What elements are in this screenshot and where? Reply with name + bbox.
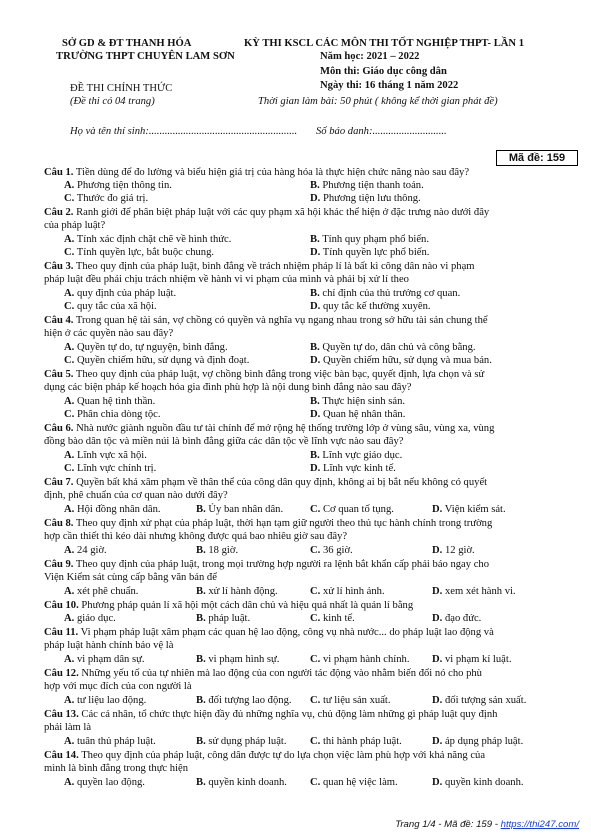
question-12: Câu 12. Những yếu tố của tự nhiên mà lao động của con người tác động vào nhằm biến đổi nó cho phù <box>44 668 482 679</box>
question-6: Câu 6. Nhà nước giành nguồn đầu tư tài chính để mở rộng hệ thống trường lớp ở vùng sâu, vùng xa, vùng <box>44 423 495 434</box>
question-9-cont: Viện Kiểm sát cùng cấp bằng văn bản để <box>44 572 217 583</box>
question-6-cont: đồng bào dân tộc và miền núi là bình đẳng giữa các dân tộc về lĩnh vực nào sau đây? <box>44 436 404 447</box>
q5-option-c: C. Phân chia dòng tộc. <box>64 409 161 420</box>
question-11: Câu 11. Vi phạm pháp luật xâm phạm các quan hệ lao động, công vụ nhà nước... do pháp luật lao động và <box>44 627 494 638</box>
question-7: Câu 7. Quyền bất khả xâm phạm về thân thể của công dân quy định, không ai bị bắt nếu không có quyết <box>44 477 488 488</box>
q3-option-c: C. quy tắc của xã hội. <box>64 301 157 312</box>
q2-option-d: D. Tính quyền lực phổ biến. <box>310 247 430 258</box>
question-8: Câu 8. Theo quy định xử phạt của pháp luật, thời hạn tạm giữ người theo thủ tục hành chính trong trường <box>44 518 493 529</box>
footer-text: Trang 1/4 - Mã đề: 159 - <box>395 819 501 830</box>
q2-option-b: B. Tính quy phạm phổ biến. <box>310 234 429 245</box>
q6-option-c: C. Lĩnh vực chính trị. <box>64 463 157 474</box>
question-5: Câu 5. Theo quy định của pháp luật, vợ chồng bình đẳng trong việc bàn bạc, quyết định, lựa chọn và sử <box>44 369 485 380</box>
question-13-cont: phải làm là <box>44 722 92 733</box>
q14-option-c: C. quan hệ việc làm. <box>310 777 398 788</box>
q13-option-a: A. tuân thủ pháp luật. <box>64 736 156 747</box>
student-id-field: Số báo danh:............................ <box>316 126 447 137</box>
question-4: Câu 4. Trong quan hệ tài sản, vợ chồng có quyền và nghĩa vụ ngang nhau trong sở hữu tài sản chung thể <box>44 315 488 326</box>
subject: Môn thi: Giáo dục công dân <box>320 66 447 77</box>
q1-option-a: A. Phương tiện thông tin. <box>64 180 172 191</box>
q1-option-b: B. Phương tiện thanh toán. <box>310 180 424 191</box>
question-9: Câu 9. Theo quy định của pháp luật, trong mọi trường hợp người ra lệnh bắt khẩn cấp phải báo ngay cho <box>44 559 490 570</box>
question-10: Câu 10. Phương pháp quản lí xã hội một cách dân chủ và hiệu quả nhất là quản lí bằng <box>44 600 414 611</box>
q13-option-c: C. thi hành pháp luật. <box>310 736 402 747</box>
q7-option-d: D. Viện kiểm sát. <box>432 504 506 515</box>
q8-option-d: D. 12 giờ. <box>432 545 475 556</box>
q10-option-a: A. giáo dục. <box>64 613 116 624</box>
page-footer <box>395 819 579 830</box>
q12-option-b: B. đối tượng lao động. <box>196 695 292 706</box>
school-year: Năm học: 2021 – 2022 <box>320 51 420 62</box>
q11-option-b: B. vi phạm hình sự. <box>196 654 280 665</box>
question-3: Câu 3. Theo quy định của pháp luật, bình đẳng về trách nhiệm pháp lí là bất kì công dân nào vi phạm <box>44 261 475 272</box>
question-2: Câu 2. Ranh giới để phân biệt pháp luật với các quy phạm xã hội khác thể hiện ở đặc trưng nào dưới đây <box>44 207 490 218</box>
q1-option-d: D. Phương tiện lưu thông. <box>310 193 421 204</box>
q13-option-d: D. áp dụng pháp luật. <box>432 736 524 747</box>
q12-option-c: C. tư liệu sản xuất. <box>310 695 391 706</box>
exam-code-box: Mã đề: 159 <box>496 150 578 166</box>
q9-option-b: B. xử lí hành động. <box>196 586 278 597</box>
q7-option-a: A. Hội đồng nhân dân. <box>64 504 161 515</box>
q14-option-a: A. quyền lao động. <box>64 777 145 788</box>
q3-option-b: B. chỉ định của thủ trưởng cơ quan. <box>310 288 461 299</box>
time-note: Thời gian làm bài: 50 phút ( không kể thời gian phát đề) <box>258 96 498 107</box>
q4-option-b: B. Quyền tự do, dân chủ và công bằng. <box>310 342 476 353</box>
q11-option-c: C. vi phạm hành chính. <box>310 654 410 665</box>
footer-link[interactable]: https://thi247.com/ <box>500 819 579 830</box>
q12-option-a: A. tư liệu lao động. <box>64 695 147 706</box>
q9-option-a: A. xét phê chuẩn. <box>64 586 139 597</box>
q12-option-d: D. đối tượng sản xuất. <box>432 695 527 706</box>
pages-note: (Đề thi có 04 trang) <box>70 96 155 107</box>
exam-title: KỲ THI KSCL CÁC MÔN THI TỐT NGHIỆP THPT- LẦN 1 <box>244 38 525 49</box>
question-12-cont: hợp với mục đích của con người là <box>44 681 192 692</box>
q14-option-d: D. quyền kinh doanh. <box>432 777 524 788</box>
q8-option-b: B. 18 giờ. <box>196 545 239 556</box>
q6-option-a: A. Lĩnh vực xã hội. <box>64 450 147 461</box>
q6-option-d: D. Lĩnh vực kinh tế. <box>310 463 396 474</box>
department-name: SỞ GD & ĐT THANH HÓA <box>62 38 192 49</box>
question-13: Câu 13. Các cá nhân, tổ chức thực hiện đầy đủ những nghĩa vụ, chủ động làm những gì pháp luật quy định <box>44 709 498 720</box>
q3-option-a: A. quy định của pháp luật. <box>64 288 177 299</box>
question-3-cont: pháp luật đều phải chịu trách nhiệm về hành vi vi phạm của mình và phải bị xử lí theo <box>44 274 409 285</box>
q7-option-b: B. Ủy ban nhân dân. <box>196 504 284 515</box>
q14-option-b: B. quyền kinh doanh. <box>196 777 287 788</box>
q10-option-d: D. đạo đức. <box>432 613 482 624</box>
q11-option-a: A. vi phạm dân sự. <box>64 654 145 665</box>
q4-option-c: C. Quyền chiếm hữu, sử dụng và định đoạt. <box>64 355 250 366</box>
q10-option-b: B. pháp luật. <box>196 613 251 624</box>
exam-date: Ngày thi: 16 tháng 1 năm 2022 <box>320 80 459 91</box>
q2-option-c: C. Tính quyền lực, bắt buộc chung. <box>64 247 215 258</box>
question-14-cont: mình là bình đẳng trong thực hiện <box>44 763 189 774</box>
q5-option-d: D. Quan hệ nhân thân. <box>310 409 406 420</box>
question-2-cont: của pháp luật? <box>44 220 106 231</box>
question-8-cont: hợp cần thiết thì kéo dài nhưng không được quá bao nhiêu giờ sau đây? <box>44 531 348 542</box>
q5-option-a: A. Quan hệ tình thần. <box>64 396 156 407</box>
question-5-cont: dụng các biện pháp kế hoạch hóa gia đình phù hợp là nội dung bình đẳng nào sau đây? <box>44 382 412 393</box>
q4-option-a: A. Quyền tự do, tự nguyện, bình đẳng. <box>64 342 228 353</box>
student-name-field: Họ và tên thí sinh:........................................................ <box>70 126 298 137</box>
q8-option-a: A. 24 giờ. <box>64 545 107 556</box>
q3-option-d: D. quy tắc kế thường xuyên. <box>310 301 431 312</box>
question-11-cont: pháp luật hành chính bảo vệ là <box>44 640 174 651</box>
q5-option-b: B. Thực hiện sinh sản. <box>310 396 406 407</box>
question-14: Câu 14. Theo quy định của pháp luật, công dân được tự do lựa chọn việc làm phù hợp với khả năng của <box>44 750 486 761</box>
q9-option-c: C. xử lí hình ảnh. <box>310 586 385 597</box>
question-4-cont: hiện ở các quyền nào sau đây? <box>44 328 174 339</box>
q10-option-c: C. kinh tế. <box>310 613 355 624</box>
q7-option-c: C. Cơ quan tố tụng. <box>310 504 394 515</box>
q8-option-c: C. 36 giờ. <box>310 545 353 556</box>
q1-option-c: C. Thước đo giá trị. <box>64 193 149 204</box>
q13-option-b: B. sử dụng pháp luật. <box>196 736 287 747</box>
official-label: ĐỀ THI CHÍNH THỨC <box>70 83 173 94</box>
q2-option-a: A. Tính xác định chặt chẽ về hình thức. <box>64 234 232 245</box>
question-1: Câu 1. Tiền dùng để đo lường và biểu hiện giá trị của hàng hóa là thực hiện chức năng nào sau đây? <box>44 167 470 178</box>
q11-option-d: D. vi phạm kỉ luật. <box>432 654 512 665</box>
school-name: TRƯỜNG THPT CHUYÊN LAM SƠN <box>56 51 235 62</box>
q9-option-d: D. xem xét hành vi. <box>432 586 516 597</box>
question-7-cont: định, phê chuẩn của cơ quan nào dưới đây? <box>44 490 228 501</box>
q6-option-b: B. Lĩnh vực giáo dục. <box>310 450 403 461</box>
q4-option-d: D. Quyền chiếm hữu, sử dụng và mua bán. <box>310 355 492 366</box>
